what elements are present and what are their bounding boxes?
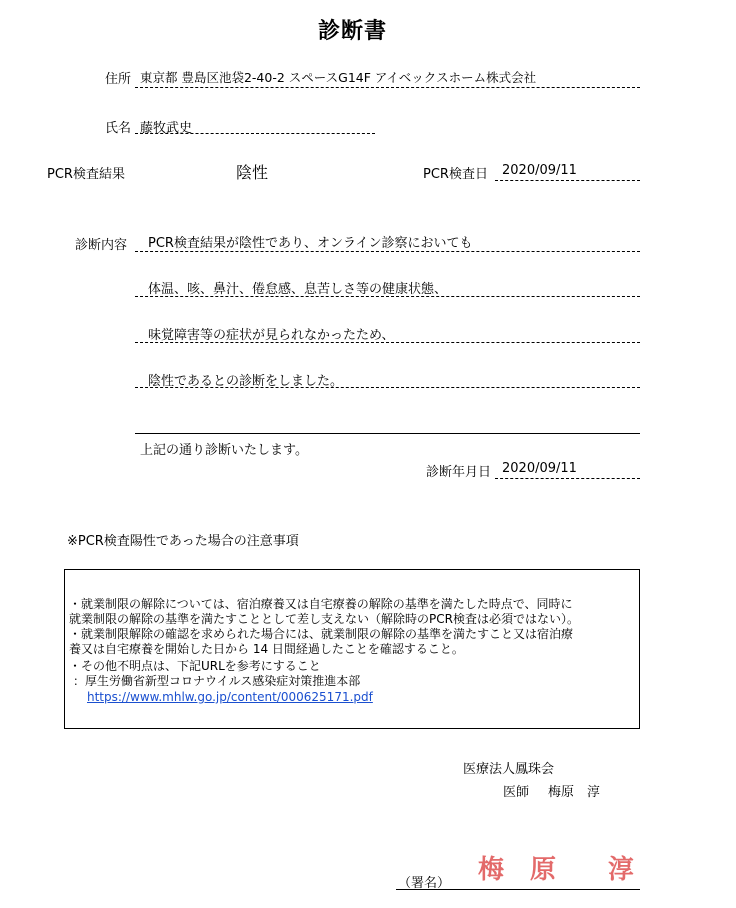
diagnosis-line-2: 体温、咳、鼻汁、倦怠感、息苦しさ等の健康状態、 <box>148 282 448 297</box>
notes-url-link[interactable]: https://www.mhlw.go.jp/content/000625171.pdf <box>87 690 373 704</box>
address-label: 住所 <box>105 72 132 87</box>
doctor-name: 梅原 淳 <box>548 785 601 800</box>
diagnosis-label: 診断内容 <box>75 238 128 253</box>
signature-stamp: 梅 原 淳 <box>478 855 635 885</box>
name-label: 氏名 <box>105 121 132 136</box>
name-value: 藤牧武史 <box>140 121 193 136</box>
diagnosis-rule-end <box>135 433 640 434</box>
diagnosis-rule-3 <box>135 342 640 343</box>
notes-line-4: 養又は自宅療養を開始した日から 14 日間経過したことを確認すること。 <box>69 642 464 656</box>
diagnosis-line-3: 味覚障害等の症状が見られなかったため、 <box>148 328 395 343</box>
pcr-result-value: 陰性 <box>236 163 269 182</box>
notes-line-5: ・その他不明点は、下記URLを参考にすること <box>69 659 321 673</box>
pcr-date-line <box>495 180 640 181</box>
diagnosis-line-4: 陰性であるとの診断をしました。 <box>148 374 344 389</box>
pcr-date-value: 2020/09/11 <box>502 163 577 178</box>
diagnosis-date-label: 診断年月日 <box>426 465 492 480</box>
document-title: 診断書 <box>318 18 388 44</box>
certify-text: 上記の通り診断いたします。 <box>140 443 308 458</box>
diagnosis-date-value: 2020/09/11 <box>502 461 577 476</box>
notes-line-3: ・就業制限解除の確認を求められた場合には、就業制限の解除の基準を満たすこと又は宿泊療 <box>69 627 574 641</box>
address-value: 東京都 豊島区池袋2-40-2 スペースG14F アイベックスホーム株式会社 <box>140 70 537 85</box>
notes-heading: ※PCR検査陽性であった場合の注意事項 <box>67 534 299 549</box>
name-line <box>135 133 375 134</box>
notes-line-6: ：厚生労働省新型コロナウイルス感染症対策推進本部 <box>73 674 361 688</box>
pcr-date-label: PCR検査日 <box>423 167 488 182</box>
notes-box <box>64 569 640 729</box>
diagnosis-rule-1 <box>135 251 640 252</box>
notes-line-1: ・就業制限の解除については、宿泊療養又は自宅療養の解除の基準を満たした時点で、同時に <box>69 597 573 611</box>
signature-line <box>396 889 640 890</box>
address-line <box>135 87 640 88</box>
clinic-name: 医療法人鳳珠会 <box>463 762 555 777</box>
pcr-result-label: PCR検査結果 <box>47 167 125 182</box>
diagnosis-rule-4 <box>135 387 640 388</box>
signature-label: （署名） <box>398 876 451 891</box>
doctor-label: 医師 <box>503 785 530 800</box>
diagnosis-date-line <box>495 478 640 479</box>
diagnosis-line-1: PCR検査結果が陰性であり、オンライン診察においても <box>148 236 473 251</box>
notes-line-2: 就業制限の解除の基準を満たすこととして差し支えない（解除時のPCR検査は必須ではない）。 <box>69 612 579 626</box>
diagnosis-rule-2 <box>135 296 640 297</box>
